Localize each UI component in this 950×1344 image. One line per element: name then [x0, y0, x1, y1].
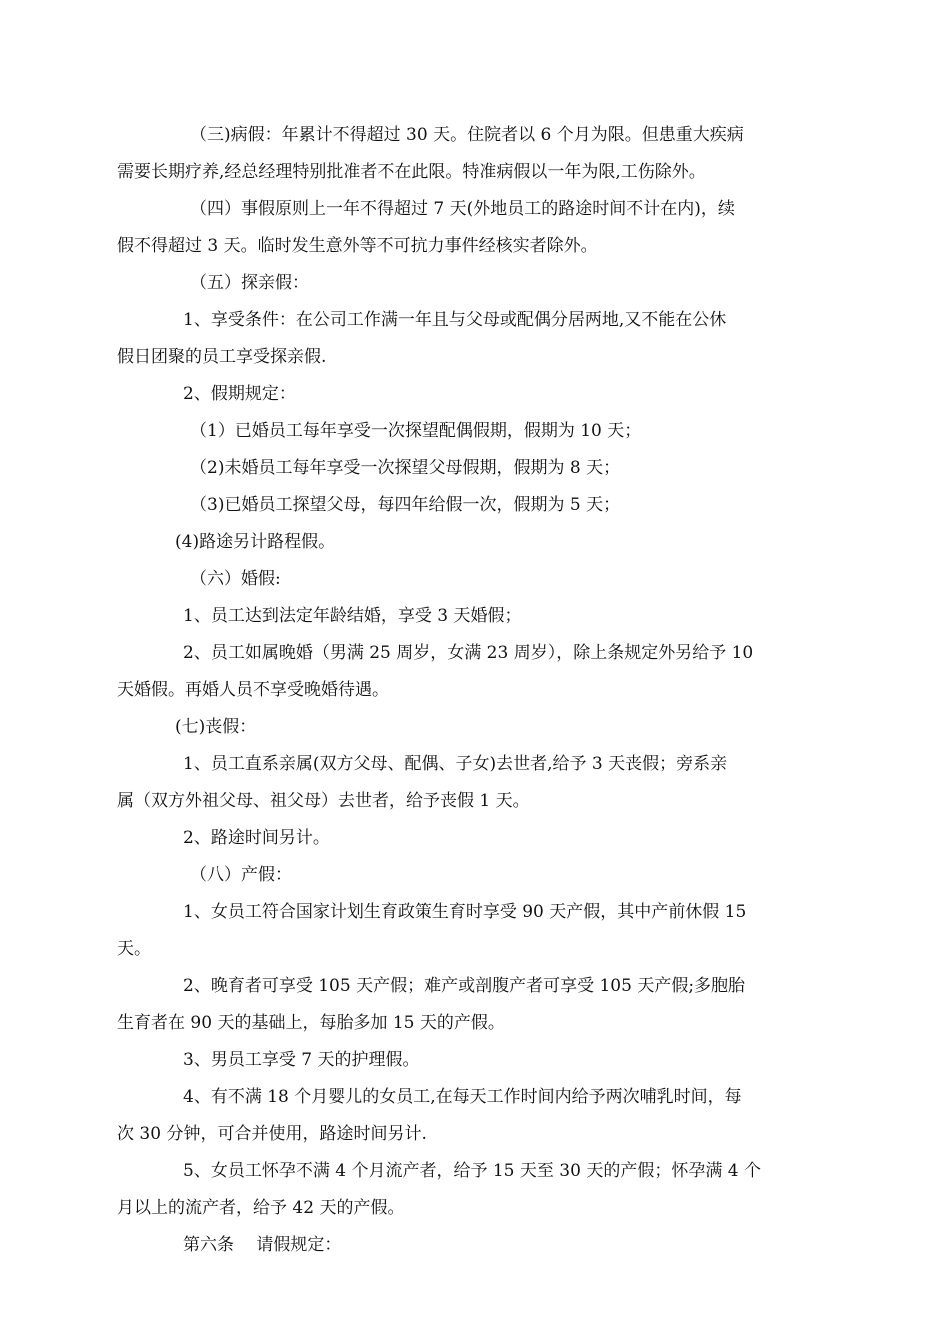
- marriage-leave-item-1: 1、员工达到法定年龄结婚，享受 3 天婚假；: [183, 606, 522, 626]
- marriage-leave-item-2-line-1: 2、员工如属晚婚（男满 25 周岁，女满 23 周岁），除上条规定外另给予 10: [183, 643, 754, 663]
- bereavement-leave-item-1-line-2: 属（双方外祖父母、祖父母）去世者，给予丧假 1 天。: [117, 791, 530, 811]
- family-visit-heading: （五）探亲假：: [190, 273, 309, 293]
- marriage-leave-item-2-line-2: 天婚假。再婚人员不享受晚婚待遇。: [117, 680, 389, 700]
- sick-leave-line-2: 需要长期疗养,经总经理特别批准者不在此限。特准病假以一年为限,工伤除外。: [117, 162, 706, 182]
- maternity-leave-heading: （八）产假：: [190, 865, 292, 885]
- bereavement-leave-item-1-line-1: 1、员工直系亲属(双方父母、配偶、子女)去世者,给予 3 天丧假；旁系亲: [183, 754, 728, 774]
- family-visit-rule-1: （1）已婚员工每年享受一次探望配偶假期，假期为 10 天；: [190, 421, 642, 441]
- sick-leave-line-1: （三)病假：年累计不得超过 30 天。住院者以 6 个月为限。但患重大疾病: [190, 125, 744, 145]
- maternity-leave-item-5-line-1: 5、女员工怀孕不满 4 个月流产者，给予 15 天至 30 天的产假；怀孕满 4 个: [183, 1161, 761, 1181]
- maternity-leave-item-4-line-1: 4、有不满 18 个月婴儿的女员工,在每天工作时间内给予两次哺乳时间，每: [183, 1087, 742, 1107]
- family-visit-rule-2: （2)未婚员工每年享受一次探望父母假期，假期为 8 天；: [190, 458, 621, 478]
- maternity-leave-item-3: 3、男员工享受 7 天的护理假。: [183, 1050, 420, 1070]
- maternity-leave-item-5-line-2: 月以上的流产者，给予 42 天的产假。: [117, 1198, 405, 1218]
- maternity-leave-item-4-line-2: 次 30 分钟，可合并使用，路途时间另计.: [117, 1124, 427, 1144]
- maternity-leave-item-1-line-2: 天。: [117, 939, 151, 959]
- personal-leave-line-1: （四）事假原则上一年不得超过 7 天(外地员工的路途时间不计在内)，续: [190, 199, 735, 219]
- bereavement-leave-item-2: 2、路途时间另计。: [183, 828, 330, 848]
- maternity-leave-item-2-line-2: 生育者在 90 天的基础上，每胎多加 15 天的产假。: [117, 1013, 505, 1033]
- marriage-leave-heading: （六）婚假:: [190, 569, 281, 589]
- personal-leave-line-2: 假不得超过 3 天。临时发生意外等不可抗力事件经核实者除外。: [117, 236, 598, 256]
- family-visit-condition-line-2: 假日团聚的员工享受探亲假.: [117, 347, 327, 367]
- article-six-heading: 第六条 请假规定：: [183, 1235, 342, 1255]
- maternity-leave-item-1-line-1: 1、女员工符合国家计划生育政策生育时享受 90 天产假，其中产前休假 15: [183, 902, 747, 922]
- bereavement-leave-heading: (七)丧假：: [175, 717, 257, 737]
- family-visit-rules-heading: 2、假期规定：: [183, 384, 296, 404]
- maternity-leave-item-2-line-1: 2、晚育者可享受 105 天产假；难产或剖腹产者可享受 105 天产假;多胞胎: [183, 976, 746, 996]
- family-visit-condition-line-1: 1、享受条件：在公司工作满一年且与父母或配偶分居两地,又不能在公休: [183, 310, 727, 330]
- family-visit-rule-4: (4)路途另计路程假。: [175, 532, 336, 552]
- family-visit-rule-3: （3)已婚员工探望父母，每四年给假一次，假期为 5 天；: [190, 495, 621, 515]
